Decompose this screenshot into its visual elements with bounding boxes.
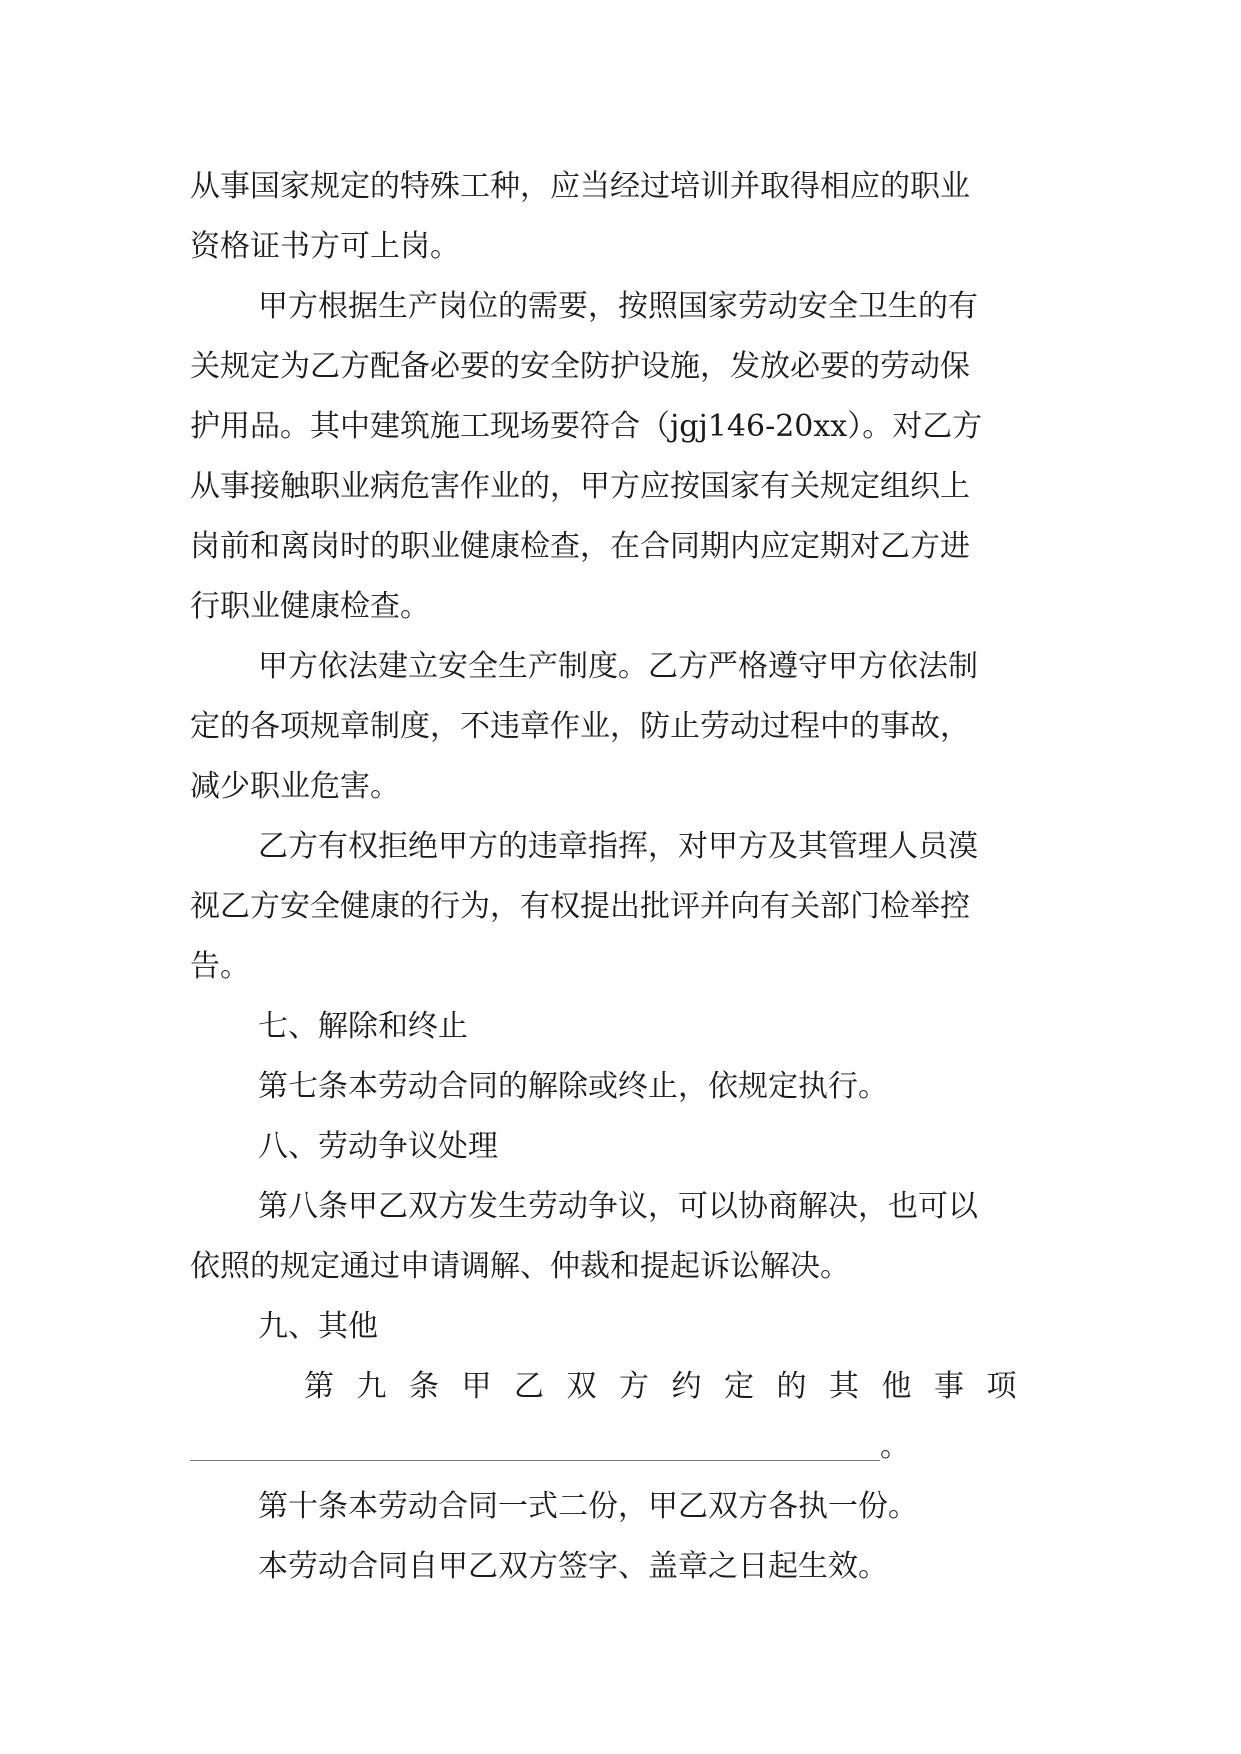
text-line: 减少职业危害。 — [190, 769, 400, 804]
text-line: 关规定为乙方配备必要的安全防护设施，发放必要的劳动保 — [190, 349, 970, 384]
document-body — [190, 157, 1050, 1597]
section-heading: 八、劳动争议处理 — [258, 1129, 498, 1164]
text-line: 从事接触职业病危害作业的，甲方应按国家有关规定组织上 — [190, 469, 970, 504]
text-line: 告。 — [190, 949, 250, 984]
section-heading: 九、其他 — [258, 1309, 378, 1344]
section-heading: 七、解除和终止 — [258, 1009, 468, 1044]
text-line: 视乙方安全健康的行为，有权提出批评并向有关部门检举控 — [190, 889, 970, 924]
text-line: 岗前和离岗时的职业健康检查，在合同期内应定期对乙方进 — [190, 529, 970, 564]
paragraph-start-line: 甲方依法建立安全生产制度。乙方严格遵守甲方依法制 — [258, 649, 978, 684]
text-line: 定的各项规章制度，不违章作业，防止劳动过程中的事故， — [190, 709, 970, 744]
text-line: 资格证书方可上岗。 — [190, 229, 460, 264]
blank-period: 。 — [880, 1429, 910, 1464]
text-line: 依照的规定通过申请调解、仲裁和提起诉讼解决。 — [190, 1249, 850, 1284]
fill-in-blank — [190, 1417, 1050, 1477]
clause-line-justified: 第九条甲乙双方约定的其他事项 — [304, 1369, 1039, 1404]
clause-line: 第八条甲乙双方发生劳动争议，可以协商解决，也可以 — [258, 1189, 978, 1224]
paragraph-start-line: 乙方有权拒绝甲方的违章指挥，对甲方及其管理人员漠 — [258, 829, 978, 864]
paragraph-start-line: 甲方根据生产岗位的需要，按照国家劳动安全卫生的有 — [258, 289, 978, 324]
blank-underline — [190, 1460, 880, 1461]
text-line: 行职业健康检查。 — [190, 589, 430, 624]
clause-line: 第七条本劳动合同的解除或终止，依规定执行。 — [258, 1069, 888, 1104]
text-line: 护用品。其中建筑施工现场要符合（jgj146-20xx）。对乙方 — [190, 409, 983, 444]
clause-line: 本劳动合同自甲乙双方签字、盖章之日起生效。 — [258, 1549, 888, 1584]
clause-line: 第十条本劳动合同一式二份，甲乙双方各执一份。 — [258, 1489, 918, 1524]
text-line: 从事国家规定的特殊工种，应当经过培训并取得相应的职业 — [190, 169, 970, 204]
